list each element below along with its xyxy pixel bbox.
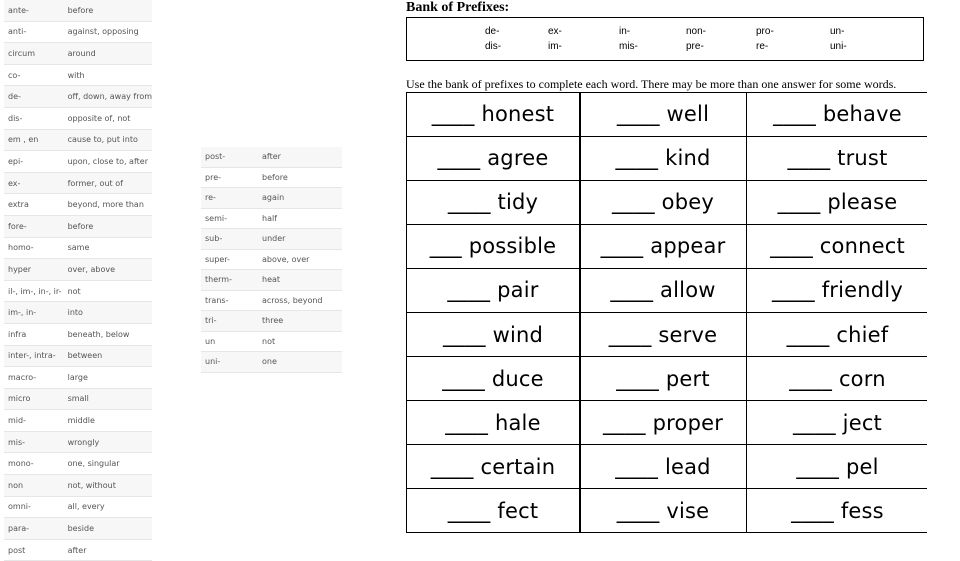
prefix-row bbox=[4, 215, 152, 237]
prefix-row bbox=[4, 172, 152, 194]
prefix-row bbox=[201, 147, 342, 167]
prefix-cell: ante- bbox=[4, 0, 64, 21]
word-cell: ____ certain bbox=[407, 445, 579, 488]
word-cell: ____ hale bbox=[407, 401, 579, 444]
word-cell: ____ pel bbox=[747, 445, 928, 488]
meaning-cell: after bbox=[258, 147, 342, 167]
prefix-cell: il-, im-, in-, ir- bbox=[4, 280, 64, 302]
prefix-cell: para- bbox=[4, 518, 64, 540]
meaning-cell: beyond, more than bbox=[64, 194, 152, 216]
prefix-cell: pre- bbox=[201, 167, 258, 188]
prefix-row bbox=[201, 352, 342, 373]
meaning-cell: heat bbox=[258, 270, 342, 291]
meaning-cell: over, above bbox=[64, 259, 152, 281]
meaning-cell: before bbox=[64, 215, 152, 237]
bank-prefix: pro- bbox=[756, 26, 774, 37]
meaning-cell: not, without bbox=[64, 475, 152, 497]
prefix-cell: therm- bbox=[201, 270, 258, 291]
prefix-row bbox=[4, 410, 152, 432]
prefix-cell: em , en bbox=[4, 129, 64, 151]
prefix-row bbox=[201, 249, 342, 270]
prefix-cell: super- bbox=[201, 249, 258, 270]
word-cell: ____ friendly bbox=[747, 269, 928, 312]
meaning-cell: former, out of bbox=[64, 172, 152, 194]
meaning-cell: same bbox=[64, 237, 152, 259]
word-cell: ____ wind bbox=[407, 313, 579, 356]
prefix-row bbox=[4, 453, 152, 475]
bank-title: Bank of Prefixes: bbox=[406, 0, 510, 15]
prefix-row bbox=[4, 64, 152, 86]
prefix-cell: micro bbox=[4, 388, 64, 410]
prefix-cell: extra bbox=[4, 194, 64, 216]
bank-prefix: re- bbox=[756, 41, 769, 52]
prefix-row bbox=[4, 237, 152, 259]
meaning-cell: around bbox=[64, 43, 152, 65]
word-cell: ____ lead bbox=[581, 445, 746, 488]
meaning-cell: middle bbox=[64, 410, 152, 432]
prefix-row bbox=[201, 167, 342, 188]
prefix-row bbox=[201, 290, 342, 311]
prefix-row bbox=[4, 496, 152, 518]
prefix-row bbox=[4, 323, 152, 345]
prefix-row bbox=[4, 475, 152, 497]
meaning-cell: not bbox=[64, 280, 152, 302]
meaning-cell: beside bbox=[64, 518, 152, 540]
prefix-row bbox=[4, 129, 152, 151]
word-cell: ____ serve bbox=[581, 313, 746, 356]
word-cell: ____ pert bbox=[581, 357, 746, 400]
bank-prefix: un- bbox=[830, 26, 845, 37]
prefix-cell: circum bbox=[4, 43, 64, 65]
prefix-cell: fore- bbox=[4, 215, 64, 237]
prefix-cell: mis- bbox=[4, 431, 64, 453]
prefix-cell: mono- bbox=[4, 453, 64, 475]
prefix-row bbox=[4, 259, 152, 281]
word-cell: ____ tidy bbox=[407, 181, 579, 224]
bank-prefix: in- bbox=[619, 26, 631, 37]
bank-prefix: mis- bbox=[619, 41, 638, 52]
word-cell: ____ vise bbox=[581, 489, 746, 532]
meaning-cell: into bbox=[64, 302, 152, 324]
meaning-cell: opposite of, not bbox=[64, 107, 152, 129]
word-cell: ____ honest bbox=[407, 93, 579, 136]
word-cell: ____ allow bbox=[581, 269, 746, 312]
meaning-cell: above, over bbox=[258, 249, 342, 270]
prefix-row bbox=[201, 311, 342, 332]
meaning-cell: all, every bbox=[64, 496, 152, 518]
prefix-cell: uni- bbox=[201, 352, 258, 373]
prefix-cell: anti- bbox=[4, 21, 64, 43]
prefix-row bbox=[4, 107, 152, 129]
bank-prefix: uni- bbox=[830, 41, 847, 52]
prefix-cell: infra bbox=[4, 323, 64, 345]
prefix-row bbox=[4, 194, 152, 216]
prefix-cell: inter-, intra- bbox=[4, 345, 64, 367]
meaning-cell: off, down, away from bbox=[64, 86, 152, 108]
prefix-bank-box bbox=[406, 17, 924, 61]
prefix-cell: un bbox=[201, 331, 258, 352]
prefix-cell: dis- bbox=[4, 107, 64, 129]
bank-prefix: ex- bbox=[548, 26, 562, 37]
prefix-row bbox=[201, 270, 342, 291]
word-cell: ____ corn bbox=[747, 357, 928, 400]
word-cell: ____ please bbox=[747, 181, 928, 224]
word-grid bbox=[406, 92, 927, 533]
meaning-cell: one, singular bbox=[64, 453, 152, 475]
prefix-cell: im-, in- bbox=[4, 302, 64, 324]
prefix-cell: re- bbox=[201, 188, 258, 209]
prefix-cell: semi- bbox=[201, 208, 258, 229]
prefix-cell: de- bbox=[4, 86, 64, 108]
meaning-cell: with bbox=[64, 64, 152, 86]
word-cell: ____ chief bbox=[747, 313, 928, 356]
prefix-cell: omni- bbox=[4, 496, 64, 518]
meaning-cell: against, opposing bbox=[64, 21, 152, 43]
prefix-row bbox=[4, 0, 152, 21]
meaning-cell: again bbox=[258, 188, 342, 209]
bank-prefix: non- bbox=[686, 26, 707, 37]
prefix-cell: macro- bbox=[4, 367, 64, 389]
prefix-cell: mid- bbox=[4, 410, 64, 432]
meaning-cell: across, beyond bbox=[258, 290, 342, 311]
prefix-cell: homo- bbox=[4, 237, 64, 259]
meaning-cell: between bbox=[64, 345, 152, 367]
prefix-cell: post bbox=[4, 539, 64, 561]
prefix-row bbox=[4, 86, 152, 108]
prefix-row bbox=[4, 539, 152, 561]
meaning-cell: beneath, below bbox=[64, 323, 152, 345]
meaning-cell: wrongly bbox=[64, 431, 152, 453]
word-cell: ___ possible bbox=[407, 225, 579, 268]
meaning-cell: one bbox=[258, 352, 342, 373]
prefix-cell: sub- bbox=[201, 229, 258, 250]
prefix-row bbox=[4, 345, 152, 367]
word-cell: ____ kind bbox=[581, 137, 746, 180]
bank-prefix: de- bbox=[485, 26, 500, 37]
prefix-row bbox=[4, 367, 152, 389]
bank-prefix: im- bbox=[548, 41, 562, 52]
bank-prefix: dis- bbox=[485, 41, 502, 52]
word-cell: ____ pair bbox=[407, 269, 579, 312]
prefix-row bbox=[4, 431, 152, 453]
word-cell: ____ duce bbox=[407, 357, 579, 400]
prefix-row bbox=[4, 302, 152, 324]
word-cell: ____ well bbox=[581, 93, 746, 136]
word-cell: ____ behave bbox=[747, 93, 928, 136]
word-cell: ____ fess bbox=[747, 489, 928, 532]
meaning-cell: after bbox=[64, 539, 152, 561]
meaning-cell: three bbox=[258, 311, 342, 332]
prefix-cell: non bbox=[4, 475, 64, 497]
word-cell: ____ agree bbox=[407, 137, 579, 180]
bank-prefix: pre- bbox=[686, 41, 704, 52]
prefix-row bbox=[201, 188, 342, 209]
meaning-cell: cause to, put into bbox=[64, 129, 152, 151]
prefix-cell: ex- bbox=[4, 172, 64, 194]
meaning-cell: half bbox=[258, 208, 342, 229]
meaning-cell: large bbox=[64, 367, 152, 389]
prefix-row bbox=[4, 151, 152, 173]
prefix-row bbox=[4, 518, 152, 540]
prefix-cell: co- bbox=[4, 64, 64, 86]
word-cell: ____ ject bbox=[747, 401, 928, 444]
prefix-table-left bbox=[4, 0, 152, 561]
prefix-cell: tri- bbox=[201, 311, 258, 332]
prefix-cell: hyper bbox=[4, 259, 64, 281]
prefix-row bbox=[4, 43, 152, 65]
prefix-cell: epi- bbox=[4, 151, 64, 173]
prefix-row bbox=[201, 331, 342, 352]
meaning-cell: small bbox=[64, 388, 152, 410]
meaning-cell: not bbox=[258, 331, 342, 352]
prefix-row bbox=[4, 21, 152, 43]
meaning-cell: upon, close to, after bbox=[64, 151, 152, 173]
word-cell: ____ proper bbox=[581, 401, 746, 444]
word-cell: ____ appear bbox=[581, 225, 746, 268]
word-cell: ____ trust bbox=[747, 137, 928, 180]
meaning-cell: before bbox=[258, 167, 342, 188]
instructions: Use the bank of prefixes to complete each word. There may be more than one answer for some words. bbox=[406, 77, 897, 91]
word-cell: ____ connect bbox=[747, 225, 928, 268]
word-cell: ____ fect bbox=[407, 489, 579, 532]
prefix-row bbox=[4, 388, 152, 410]
meaning-cell: under bbox=[258, 229, 342, 250]
prefix-row bbox=[201, 208, 342, 229]
prefix-cell: post- bbox=[201, 147, 258, 167]
word-cell: ____ obey bbox=[581, 181, 746, 224]
prefix-table-right bbox=[201, 147, 342, 373]
meaning-cell: before bbox=[64, 0, 152, 21]
prefix-row bbox=[201, 229, 342, 250]
prefix-cell: trans- bbox=[201, 290, 258, 311]
prefix-row bbox=[4, 280, 152, 302]
